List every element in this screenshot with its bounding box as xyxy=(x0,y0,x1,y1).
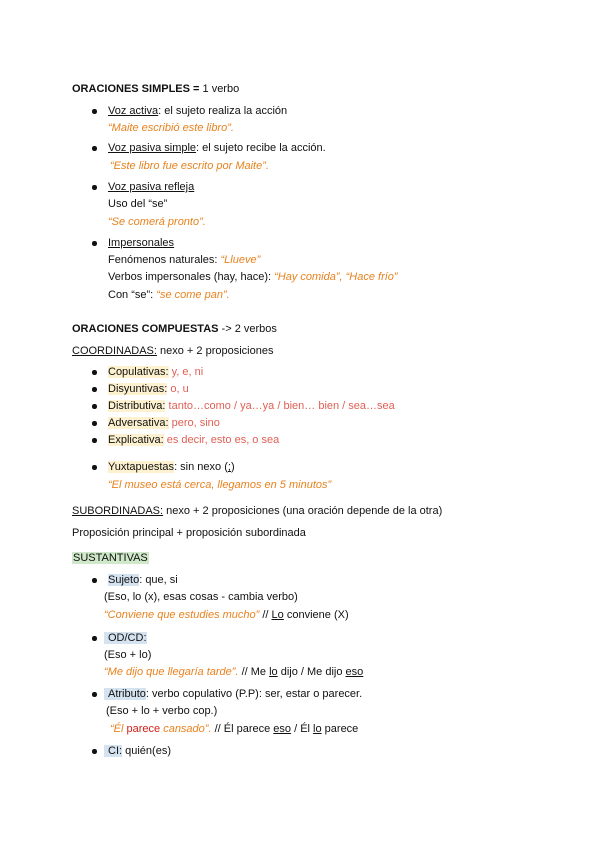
yux-close: ) xyxy=(230,461,235,473)
coordinadas-label: COORDINADAS: xyxy=(72,345,157,357)
heading-simples-count: 1 verbo xyxy=(202,83,240,95)
atributo-item xyxy=(104,687,362,701)
ci-item xyxy=(104,744,171,758)
heading-compuestas-count: -> 2 verbos xyxy=(221,323,277,335)
coord-label: Adversativa: xyxy=(108,417,169,429)
sujeto-line: (Eso, lo (x), esas cosas - cambia verbo) xyxy=(104,591,298,603)
sujeto-item xyxy=(108,573,178,587)
coord-item xyxy=(108,433,279,447)
heading-compuestas xyxy=(72,322,277,336)
proposicion-line: Proposición principal + proposición subordinada xyxy=(72,527,306,539)
impersonal-line xyxy=(108,270,398,284)
bullet-icon xyxy=(92,421,97,426)
coord-values: es decir, esto es, o sea xyxy=(166,434,280,446)
yuxtapuestas-item xyxy=(108,460,235,474)
item-voz-pasiva-simple xyxy=(108,141,326,155)
bullet-icon xyxy=(92,465,97,470)
coord-label: Explicativa: xyxy=(108,434,164,446)
coord-values: pero, sino xyxy=(171,417,220,429)
subordinadas-label: SUBORDINADAS: xyxy=(72,505,164,517)
atributo-example-line: “Él parece cansado”. // Él parece eso / Él lo parece xyxy=(110,723,359,735)
item-desc: : el sujeto recibe la acción. xyxy=(196,142,326,154)
ci-label: CI: xyxy=(104,745,122,757)
impersonal-text: Con “se”: xyxy=(108,289,157,301)
yux-desc: : sin nexo ( xyxy=(174,461,228,473)
impersonal-text: Fenómenos naturales: xyxy=(108,254,221,266)
ci-desc: quién(es) xyxy=(122,745,171,757)
impersonal-text: Verbos impersonales (hay, hace): xyxy=(108,271,275,283)
coord-item xyxy=(108,382,189,396)
sujeto-desc: : que, si xyxy=(139,574,178,586)
bullet-icon xyxy=(92,404,97,409)
item-desc: : el sujeto realiza la acción xyxy=(158,105,288,117)
sustantivas-label: SUSTANTIVAS xyxy=(73,552,148,564)
example-text: “Se comerá pronto”. xyxy=(108,216,206,228)
coord-item xyxy=(108,365,203,379)
bullet-icon xyxy=(92,692,97,697)
example-text: “Este libro fue escrito por Maite”. xyxy=(110,160,269,172)
odcd-line: (Eso + lo) xyxy=(104,649,152,661)
coord-item xyxy=(108,399,395,413)
example-text: “El museo está cerca, llegamos en 5 minutos” xyxy=(108,479,332,491)
item-label: Voz pasiva simple xyxy=(108,142,197,154)
bullet-icon xyxy=(92,387,97,392)
coord-label: Distributiva: xyxy=(108,400,166,412)
item-voz-activa xyxy=(108,104,287,118)
bullet-icon xyxy=(92,146,97,151)
bullet-icon xyxy=(92,185,97,190)
sujeto-label: Sujeto xyxy=(108,574,140,586)
bullet-icon xyxy=(92,749,97,754)
impersonal-line xyxy=(108,288,230,302)
example-text: “Conviene que estudies mucho” xyxy=(104,609,260,621)
atributo-desc: : verbo copulativo (P.P): ser, estar o parecer. xyxy=(145,688,363,700)
subordinadas-desc: nexo + 2 proposiciones (una oración depende de la otra) xyxy=(163,505,443,517)
example-text: “se come pan”. xyxy=(156,289,230,301)
bullet-icon xyxy=(92,109,97,114)
example-text: “Me dijo que llegaría tarde”. xyxy=(104,666,239,678)
coord-values: o, u xyxy=(170,383,189,395)
example-text: “Hay comida”, “Hace frío” xyxy=(274,271,398,283)
odcd-example-line: “Me dijo que llegaría tarde”. // Me lo dijo / Me dijo eso xyxy=(104,666,364,678)
bullet-icon xyxy=(92,370,97,375)
bullet-icon xyxy=(92,636,97,641)
yux-label: Yuxtapuestas xyxy=(108,461,175,473)
heading-compuestas-label: ORACIONES COMPUESTAS xyxy=(72,323,219,335)
heading-simples-label: ORACIONES SIMPLES = xyxy=(72,83,200,95)
coord-values: tanto…como / ya…ya / bien… bien / sea…sea xyxy=(168,400,395,412)
item-label: Voz pasiva refleja xyxy=(108,181,195,193)
impersonal-line xyxy=(108,253,260,267)
odcd-item xyxy=(104,631,147,645)
heading-simples xyxy=(72,82,239,96)
atributo-label: Atributo xyxy=(104,688,146,700)
sujeto-example-line: “Conviene que estudies mucho” // Lo conviene (X) xyxy=(104,609,349,621)
item-line: Uso del “se” xyxy=(108,198,168,210)
item-label: Voz activa xyxy=(108,105,159,117)
bullet-icon xyxy=(92,438,97,443)
coord-values: y, e, ni xyxy=(171,366,204,378)
example-text: “Llueve” xyxy=(220,254,261,266)
bullet-icon xyxy=(92,578,97,583)
odcd-label: OD/CD: xyxy=(104,632,147,644)
coord-label: Copulativas: xyxy=(108,366,169,378)
yux-mark: ; xyxy=(227,461,231,473)
atributo-line: (Eso + lo + verbo cop.) xyxy=(106,705,218,717)
coord-label: Disyuntivas: xyxy=(108,383,168,395)
item-label: Impersonales xyxy=(108,237,175,249)
coord-item xyxy=(108,416,220,430)
coordinadas-desc: nexo + 2 proposiciones xyxy=(156,345,274,357)
subordinadas-line xyxy=(72,504,442,518)
example-text: “Maite escribió este libro”. xyxy=(108,122,234,134)
coordinadas-line xyxy=(72,344,273,358)
bullet-icon xyxy=(92,241,97,246)
sustantivas-heading xyxy=(72,551,149,565)
